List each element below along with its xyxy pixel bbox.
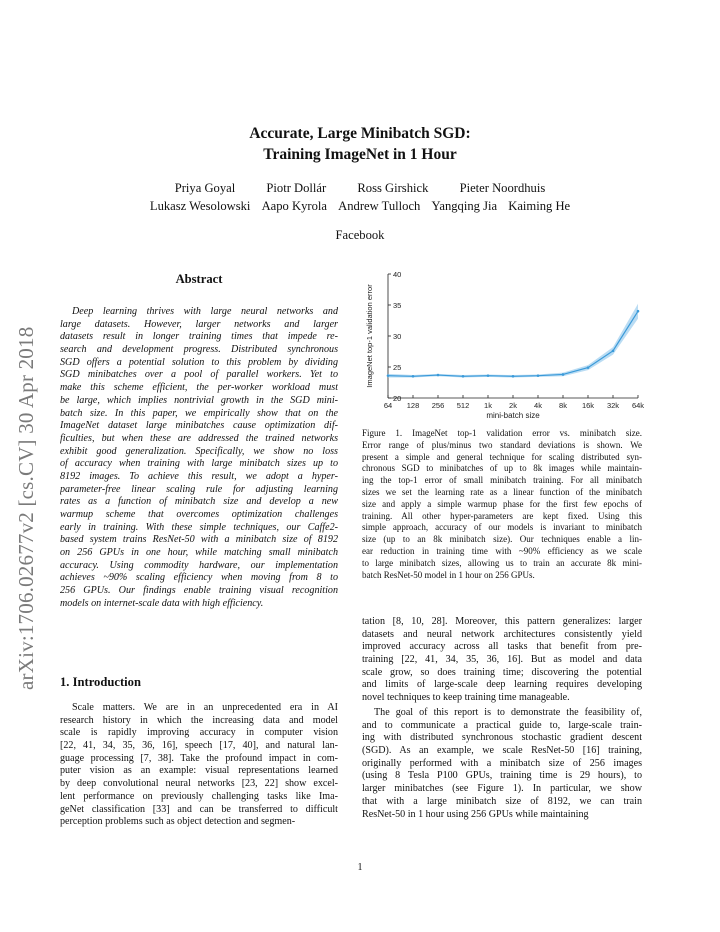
right-column-body-2 [362, 707, 642, 821]
text-line: by deep convolutional neural networks [23, 22] show excel- [60, 778, 338, 790]
text-line: ImageNet dataset large minibatches cause optimization dif- [60, 420, 338, 432]
data-point [387, 374, 390, 377]
section-heading-introduction: 1. Introduction [60, 675, 141, 689]
text-line: puter vision as an example: visual representations learned [60, 765, 338, 777]
author-row-2 [0, 198, 720, 215]
error-band [388, 304, 638, 378]
figure-1-chart [360, 266, 652, 426]
data-point [537, 374, 540, 377]
author-name: Aapo Kyrola [261, 199, 327, 213]
x-tick-label: 128 [406, 401, 420, 410]
text-line: be large, which implies nontrivial growth in the SGD mini- [60, 394, 338, 406]
x-tick-label: 256 [431, 401, 445, 410]
text-line: size (up to an 8k minibatch size). Our techniques enable a lin- [362, 534, 642, 545]
text-line: ing with distributed synchronous stochastic gradient descent [362, 732, 642, 744]
text-line: 8192 images. To achieve this result, we adopt a hyper- [60, 470, 338, 482]
text-line: The goal of this report is to demonstrate the feasibility of, [374, 707, 642, 718]
y-tick-label: 25 [393, 363, 402, 372]
author-name: Andrew Tulloch [338, 199, 421, 213]
text-line: early in training. With these simple techniques, our Caffe2- [60, 521, 338, 533]
page-number: 1 [357, 862, 363, 873]
text-line: improved accuracy across all tasks that benefit from pre- [362, 641, 642, 653]
author-name: Ross Girshick [357, 181, 429, 195]
data-point [637, 310, 640, 313]
text-line: novel techniques to keep training time manageable. [362, 692, 570, 704]
paper-title-line1: Accurate, Large Minibatch SGD: [249, 125, 471, 142]
x-axis-label: mini-batch size [486, 411, 540, 420]
author-name: Piotr Dollár [266, 181, 327, 195]
text-line: ResNet-50 in 1 hour using 256 GPUs while maintaining [362, 808, 589, 820]
author-name: Priya Goyal [174, 181, 236, 195]
data-point [587, 366, 590, 369]
text-line: size and apply a simple warmup phase for the first few epochs of [362, 498, 642, 509]
text-line: larger minibatches (see Figure 1). In particular, we show [362, 783, 642, 795]
text-line: tation [8, 10, 28]. Moreover, this pattern generalizes: larger [362, 616, 642, 627]
introduction-body [60, 702, 338, 829]
text-line: that with a large minibatch size of 8192, we can train [362, 795, 642, 807]
text-line: [22, 41, 34, 35, 36, 16], speech [17, 40], and natural lan- [60, 740, 338, 752]
author-name: Yangqing Jia [431, 199, 498, 213]
text-line: Scale matters. We are in an unprecedented era in AI [72, 702, 338, 713]
text-line: present a simple and general technique for scaling distributed syn- [362, 451, 642, 462]
author-name: Lukasz Wesolowski [149, 199, 251, 213]
x-tick-label: 4k [534, 401, 542, 410]
text-line: datasets and neural network architectures consistently yield [362, 628, 642, 640]
text-line: scale grow, so does training time; discovering the potential [362, 666, 642, 678]
text-line: 256 GPUs. Our findings enable training visual recognition [60, 585, 338, 597]
text-line: make this scheme efficient, the per-worker workload must [60, 382, 338, 394]
abstract-body [60, 306, 338, 611]
text-line: training. All other hyper-parameters are kept fixed. Using this [362, 510, 642, 521]
x-tick-label: 64 [383, 401, 393, 410]
data-point [437, 374, 440, 377]
text-line: to large minibatch sizes, allowing us to train an accurate 8k mini- [362, 557, 642, 568]
text-line: originally performed with a minibatch size of 256 images [362, 757, 642, 769]
text-line: ing the top-1 error of small minibatch training. For all minibatch [362, 475, 642, 486]
text-line: lent performance on previously challenging tasks like Ima- [60, 790, 338, 802]
affiliation: Facebook [335, 228, 385, 242]
text-line: of accuracy when training with large minibatch sizes up to [60, 458, 338, 470]
data-point [612, 350, 615, 353]
text-line: based system trains ResNet-50 with a minibatch size of 8192 [60, 534, 338, 546]
text-line: batch size. In this paper, we empirically show that on the [60, 407, 338, 419]
text-line: chronous SGD to minibatches of up to 8k images while maintain- [362, 463, 642, 474]
data-point [412, 375, 415, 378]
author-row-1 [0, 180, 720, 197]
author-name: Kaiming He [508, 199, 571, 213]
text-line: rates as a function of minibatch size and develop a new [60, 496, 338, 508]
text-line: warmup scheme that overcomes optimization challenges [60, 509, 338, 520]
y-tick-label: 35 [393, 301, 402, 310]
text-line: datasets result in longer training times that impede re- [60, 331, 338, 343]
text-line: parameter-free linear scaling rule for adjusting learning [60, 483, 338, 495]
data-point [462, 375, 465, 378]
text-line: Error range of plus/minus two standard deviations is shown. We [362, 439, 642, 450]
text-line: sizes we set the learning rate as a linear function of the minibatch [362, 486, 642, 497]
abstract-heading: Abstract [175, 272, 223, 286]
text-line: large datasets. However, larger networks and larger [60, 318, 338, 330]
author-name: Pieter Noordhuis [459, 181, 546, 195]
x-tick-label: 16k [581, 401, 595, 410]
x-tick-label: 1k [484, 401, 492, 410]
text-line: models on internet-scale data with high efficiency. [60, 597, 264, 609]
text-line: (using 8 Tesla P100 GPUs, training time is 29 hours), to [362, 770, 642, 782]
paper-title-line2: Training ImageNet in 1 Hour [263, 146, 457, 163]
text-line: Deep learning thrives with large neural networks and [72, 306, 338, 317]
text-line: (SGD). As an example, we scale ResNet-50 [16] training, [362, 745, 642, 757]
data-point [562, 373, 565, 376]
figure-1-caption [362, 427, 642, 580]
y-tick-label: 20 [393, 394, 402, 403]
text-line: exhibit good generalization. Specifically, we show no loss [60, 445, 338, 457]
x-tick-label: 2k [509, 401, 517, 410]
text-line: and to communicate a practical guide to, large-scale train- [362, 719, 642, 731]
text-line: SGD offers a potential solution to this problem by dividing [60, 356, 338, 368]
text-line: geNet classification [33] and can be transferred to difficult [60, 803, 338, 815]
text-line: search and development progress. Distributed synchronous [60, 344, 338, 356]
text-line: SGD minibatches over a pool of parallel workers. Yet to [60, 369, 338, 381]
y-tick-label: 40 [393, 270, 402, 279]
text-line: research history in which the increasing data and model [60, 714, 338, 726]
x-tick-label: 32k [606, 401, 620, 410]
text-line: perception problems such as object detection and segmen- [60, 816, 296, 828]
text-line: guage processing [7, 38]. Take the profound impact in com- [60, 752, 338, 764]
series-line [388, 311, 638, 376]
text-line: on 256 GPUs in one hour, while matching small minibatch [60, 547, 338, 559]
right-column-body [362, 616, 642, 705]
text-line: ear reduction in training time with ~90% efficiency as we scale [362, 545, 642, 556]
text-line: batch ResNet-50 model in 1 hour on 256 GPUs. [362, 569, 535, 580]
text-line: achieves ~90% scaling efficiency when moving from 8 to [60, 572, 338, 584]
text-line: Figure 1. ImageNet top-1 validation error vs. minibatch size. [362, 428, 642, 438]
text-line: simple approach, accuracy of our models is invariant to minibatch [362, 522, 642, 533]
x-tick-label: 64k [631, 401, 645, 410]
text-line: ficulties, but when these are addressed the trained networks [60, 432, 338, 444]
data-point [512, 375, 515, 378]
y-tick-label: 30 [393, 332, 402, 341]
text-line: accuracy. Using commodity hardware, our implementation [60, 559, 338, 571]
text-line: and limits of large-scale deep learning requires developing [362, 679, 642, 691]
text-line: training [22, 41, 34, 35, 36, 16]. But as model and data [362, 654, 642, 666]
arxiv-stamp: arXiv:1706.02677v2 [cs.CV] 30 Apr 2018 [14, 326, 38, 690]
x-tick-label: 8k [559, 401, 567, 410]
text-line: scale is rapidly improving accuracy in computer vision [60, 727, 338, 739]
data-point [487, 374, 490, 377]
y-axis-label: ImageNet top-1 validation error [365, 284, 374, 388]
x-tick-label: 512 [456, 401, 470, 410]
